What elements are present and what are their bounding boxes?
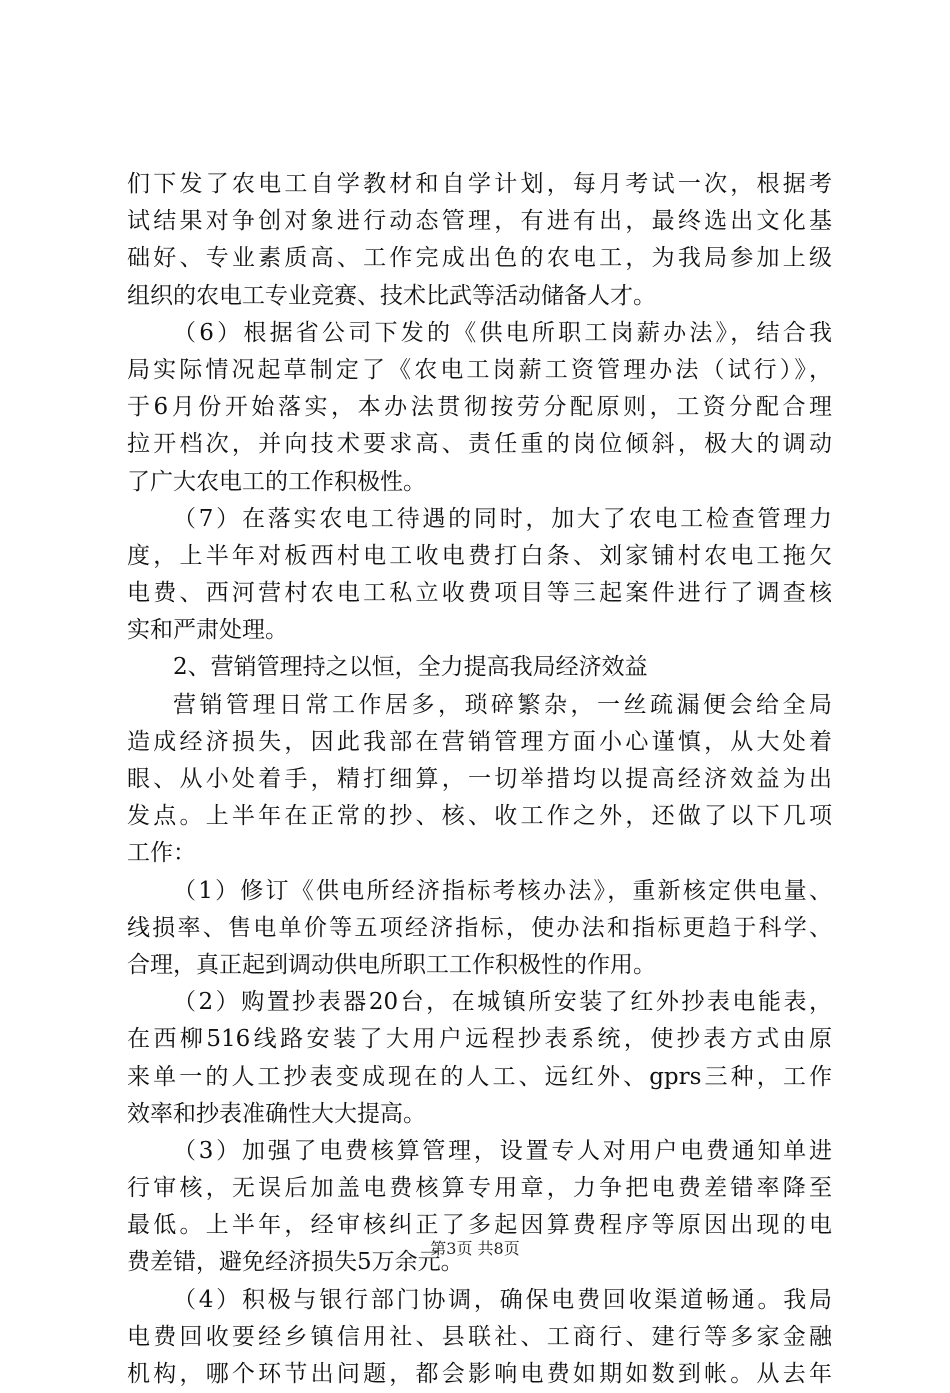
- text-line: 眼、从小处着手，精打细算，一切举措均以提高经济效益为出: [127, 766, 832, 792]
- text-line: （6）根据省公司下发的《供电所职工岗薪办法》，结合我: [173, 319, 832, 346]
- text-line: 电费回收要经乡镇信用社、县联社、工商行、建行等多家金融: [127, 1323, 832, 1350]
- text-line: 度，上半年对板西村电工收电费打白条、刘家铺村农电工拖欠: [127, 542, 832, 569]
- document-body: [127, 166, 832, 1393]
- text-line: 行审核，无误后加盖电费核算专用章，力争把电费差错率降至: [127, 1175, 832, 1202]
- page-footer: 第3页 共8页: [430, 1239, 520, 1258]
- text-line: 造成经济损失，因此我部在营销管理方面小心谨慎，从大处着: [127, 728, 832, 755]
- text-line: 于6月份开始落实，本办法贯彻按劳分配原则，工资分配合理: [127, 394, 832, 421]
- text-line: （3）加强了电费核算管理，设置专人对用户电费通知单进: [173, 1137, 832, 1164]
- text-line: 了广大农电工的工作积极性。: [127, 468, 426, 495]
- text-line: 最低。上半年，经审核纠正了多起因算费程序等原因出现的电: [127, 1212, 832, 1239]
- text-line: 2、营销管理持之以恒，全力提高我局经济效益: [173, 654, 648, 681]
- text-line: 工作：: [127, 840, 196, 867]
- text-line: （4）积极与银行部门协调，确保电费回收渠道畅通。我局: [173, 1286, 832, 1313]
- text-line: 组织的农电工专业竞赛、技术比武等活动储备人才。: [127, 282, 656, 309]
- text-line: 线损率、售电单价等五项经济指标，使办法和指标更趋于科学、: [127, 914, 832, 941]
- text-line: 来单一的人工抄表变成现在的人工、远红外、gprs三种，工作: [127, 1063, 832, 1090]
- text-line: 础好、专业素质高、工作完成出色的农电工，为我局参加上级: [127, 245, 832, 272]
- text-line: 局实际情况起草制定了《农电工岗薪工资管理办法（试行）》，: [127, 356, 832, 383]
- text-line: 拉开档次，并向技术要求高、责任重的岗位倾斜，极大的调动: [127, 431, 832, 458]
- text-line: 们下发了农电工自学教材和自学计划，每月考试一次，根据考: [127, 171, 832, 197]
- text-line: 试结果对争创对象进行动态管理，有进有出，最终选出文化基: [127, 208, 832, 235]
- text-line: 效率和抄表准确性大大提高。: [127, 1100, 426, 1127]
- text-line: 费差错，避免经济损失5万余元。: [127, 1249, 464, 1276]
- text-line: （1）修订《供电所经济指标考核办法》，重新核定供电量、: [173, 877, 832, 904]
- text-line: 合理，真正起到调动供电所职工工作积极性的作用。: [127, 951, 656, 978]
- text-line: 电费、西河营村农电工私立收费项目等三起案件进行了调查核: [127, 580, 832, 607]
- text-line: 实和严肃处理。: [127, 617, 288, 644]
- text-line: （2）购置抄表器20台，在城镇所安装了红外抄表电能表，: [173, 989, 832, 1016]
- text-line: 机构，哪个环节出问题，都会影响电费如期如数到帐。从去年: [127, 1361, 832, 1387]
- text-line: 发点。上半年在正常的抄、核、收工作之外，还做了以下几项: [127, 803, 832, 830]
- text-line: 营销管理日常工作居多，琐碎繁杂，一丝疏漏便会给全局: [173, 691, 832, 718]
- text-line: 在西柳516线路安装了大用户远程抄表系统，使抄表方式由原: [127, 1026, 832, 1053]
- text-line: （7）在落实农电工待遇的同时，加大了农电工检查管理力: [173, 505, 832, 532]
